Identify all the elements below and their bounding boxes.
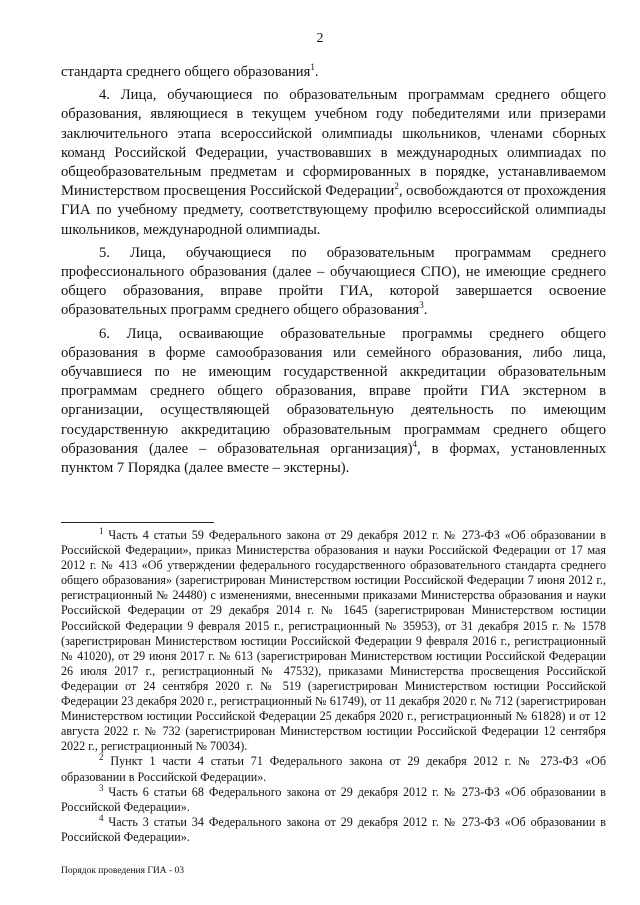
footnote-item — [61, 782, 606, 815]
footnote-item — [61, 525, 606, 754]
paragraph-5 — [61, 244, 606, 321]
footnote-ref: 1 — [310, 62, 315, 73]
paragraph-text: 6. Лица, осваивающие образовательные программы среднего общего образования в форме самообразования или семейного образования, либо лица, обучавшиеся по не имеющим государственной аккредитации образовательным программам среднего общего образования, вправе пройти ГИА экстерном в организации, осуществляющей образовательную деятельность по имеющим государственную аккредитацию образовательным программам среднего общего образования (далее – образовательная организация) — [61, 325, 606, 457]
footnote-ref: 3 — [419, 300, 424, 311]
footnote-number: 2 — [99, 752, 104, 763]
footnote-number: 4 — [99, 812, 104, 823]
paragraph-text: , в формах, установленных пунктом 7 Порядка (далее вместе – экстерны). — [61, 440, 606, 477]
footnote-item — [61, 754, 606, 784]
paragraph-continuation — [61, 63, 606, 82]
footnotes — [61, 525, 606, 845]
paragraph-4 — [61, 86, 606, 240]
paragraph-text: , освобождаются от прохождения ГИА по учебному предмету, соответствующему профилю всероссийской олимпиады школьников, международной олимпиады. — [61, 183, 606, 238]
paragraph-6 — [61, 325, 606, 479]
footnote-text: Часть 4 статьи 59 Федерального закона от 29 декабря 2012 г. № 273-ФЗ «Об образовании в Российской Федерации», приказ Министерства образования и науки Российской Федерации от 17 мая 2012 г. № 413 «Об утверждении федерального государственного образовательного стандарта среднего общего образования» (зарегистрирован Министерством юстиции Российской Федерации 7 июня 2012 г., регистрационный № 24480) с изменениями, внесенными приказами Министерства образования и науки Российской Федерации от 29 декабря 2014 г. № 1645 (зарегистрирован Министерством юстиции Российской Федерации 9 февраля 2015 г., регистрационный № 35953), от 31 декабря 2015 г. № 1578 (зарегистрирован Министерством юстиции Российской Федерации 9 февраля 2016 г., регистрационный № 41020), от 29 июня 2017 г. № 613 (зарегистрирован Министерством юстиции Российской Федерации 26 июля 2017 г., регистрационный № 47532), приказами Министерства просвещения Российской Федерации от 24 сентября 2020 г. № 519 (зарегистрирован Министерством юстиции Российской Федерации 23 декабря 2020 г., регистрационный № 61749), от 11 декабря 2020 г. № 712 (зарегистрирован Министерством юстиции Российской Федерации 25 декабря 2020 г., регистрационный № 61828) и от 12 августа 2022 г. № 732 (зарегистрирован Министерством юстиции Российской Федерации 12 сентября 2022 г., регистрационный № 70034). — [61, 528, 606, 754]
page-footer: Порядок проведения ГИА - 03 — [61, 866, 184, 876]
paragraph-text: 5. Лица, обучающиеся по образовательным программам среднего профессионального образования (далее – обучающиеся СПО), не имеющие среднего общего образования, вправе пройти ГИА, которой завершается освоение образовательных программ среднего общего образования — [61, 244, 606, 319]
footnote-number: 1 — [99, 525, 104, 536]
footnote-item — [61, 812, 606, 845]
footnote-text: Часть 6 статьи 68 Федерального закона от 29 декабря 2012 г. № 273-ФЗ «Об образовании в Российской Федерации». — [61, 784, 606, 814]
page-number: 2 — [316, 31, 324, 46]
paragraph-text: . — [423, 302, 428, 319]
footnote-divider — [61, 522, 214, 523]
footnote-text: Пункт 1 части 4 статьи 71 Федерального закона от 29 декабря 2012 г. № 273-ФЗ «Об образовании в Российской Федерации». — [61, 754, 606, 784]
footnote-text: Часть 3 статьи 34 Федерального закона от 29 декабря 2012 г. № 273-ФЗ «Об образовании в Российской Федерации». — [61, 814, 606, 844]
footnote-ref: 4 — [412, 439, 418, 449]
main-text — [61, 63, 606, 482]
paragraph-text: стандарта среднего общего образования — [61, 64, 311, 80]
paragraph-text: . — [314, 64, 319, 80]
footnote-number: 3 — [99, 782, 104, 793]
footnote-ref: 2 — [394, 181, 399, 192]
paragraph-text: 4. Лица, обучающиеся по образовательным программам среднего общего образования, являющиеся в текущем учебном году победителями или призерами заключительного этапа всероссийской олимпиады школьников, членами сборных команд Российской Федерации, участвовавших в международных олимпиадах по общеобразовательным предметам и сформированных в порядке, устанавливаемом Министерством просвещения Российской Федерации — [61, 87, 606, 200]
